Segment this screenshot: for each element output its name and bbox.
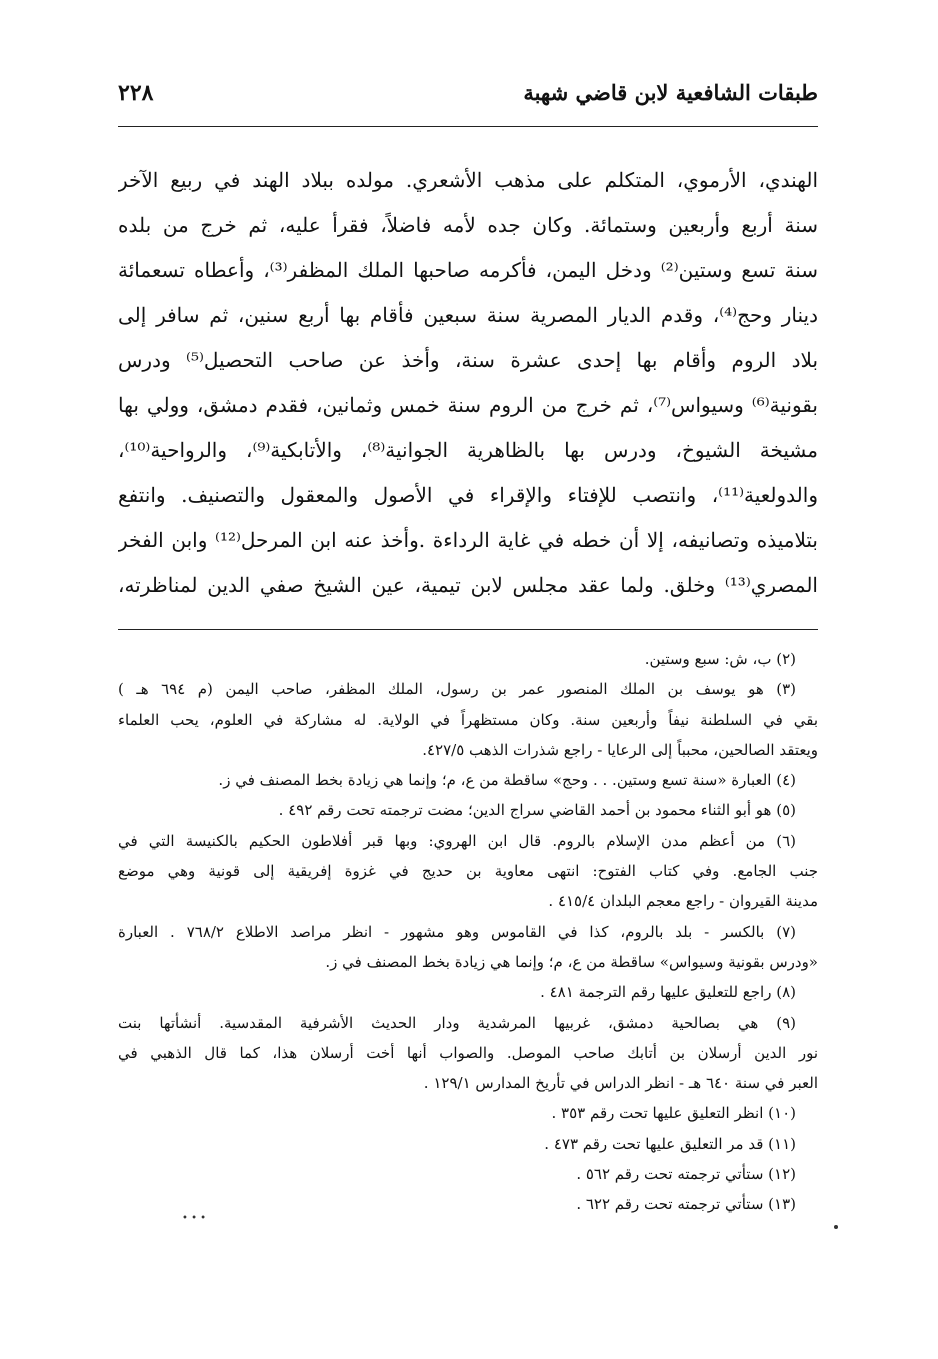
- text-line: سنة تسع وستين⁽²⁾ ودخل اليمن، فأكرمه صاحبها الملك المظفر⁽³⁾، وأعطاه تسعمائة: [118, 258, 818, 282]
- footnote-line: (٧) بالكسر - بلد بالروم، كذا في القاموس وهو مشهور - انظر مراصد الاطلاع ٧٦٨/٢ . العبارة: [118, 922, 797, 941]
- footnote-line: (٩) هي بصالحية دمشق، غربيها المرشدية ودار الحديث الأشرفية المقدسية. أنشأتها بنت: [118, 1013, 796, 1032]
- text-line: بقونية⁽⁶⁾ وسيواس⁽⁷⁾، ثم خرج من الروم سنة خمس وثمانين، فقدم دمشق، وولي بها: [118, 393, 818, 417]
- footnote-line: (٦) من أعظم مدن الإسلام بالروم. قال ابن الهروي: وبها قبر أفلاطون الحكيم بالكنيسة التي في: [118, 831, 796, 850]
- text-line: والدولعية⁽¹¹⁾، وانتصب للإفتاء والإقراء في الأصول والمعقول والتصنيف. وانتفع: [118, 483, 818, 507]
- text-line: بلاد الروم وأقام بها إحدى عشرة سنة، وأخذ عن صاحب التحصيل⁽⁵⁾ ودرس: [118, 348, 818, 372]
- main-text: [118, 158, 818, 608]
- running-title: طبقات الشافعية لابن قاضي شهبة: [523, 80, 818, 105]
- footnote-divider: [118, 629, 818, 630]
- footnote-line: (٨) راجع للتعليق عليها رقم الترجمة ٤٨١ .: [540, 983, 796, 1002]
- scan-speck: • • •: [182, 1213, 207, 1224]
- text-line: دينار وحج⁽⁴⁾، وقدم الديار المصرية سنة سبعين فأقام بها أربع سنين، ثم سافر إلى: [118, 303, 818, 327]
- footnote-line: (٤) العبارة «سنة تسع وستين. . . وحج» ساقطة من ع، م؛ وإنما هي زيادة بخط المصنف في ز.: [218, 771, 796, 790]
- footnote-line: (٣) هو يوسف بن الملك المنصور عمر بن رسول، الملك المظفر، صاحب اليمن (م ٦٩٤ هـ ): [118, 680, 796, 699]
- page-number: ٢٢٨: [118, 80, 154, 106]
- footnote-line: (١١) قد مر التعليق عليها تحت رقم ٤٧٣ .: [544, 1134, 796, 1153]
- text-line: المصري⁽¹³⁾ وخلق. ولما عقد مجلس لابن تيمية، عين الشيخ صفي الدين لمناظرته،: [118, 573, 818, 597]
- text-line: سنة أربع وأربعين وستمائة. وكان جده لأمه فاضلاً، فقرأ عليه، ثم خرج من بلده: [118, 213, 818, 237]
- footnote-line: ويعتقد الصالحين، محبباً إلى الرعايا - راجع شذرات الذهب ٤٢٧/٥.: [422, 740, 818, 759]
- footnotes: [118, 644, 818, 1220]
- footnote-line: (١٠) انظر التعليق عليها تحت رقم ٣٥٣ .: [551, 1104, 796, 1123]
- footnote-line: «ودرس بقونية وسيواس» ساقطة من ع، م؛ وإنما هي زيادة بخط المصنف في ز.: [325, 952, 818, 971]
- footnote-line: جنب الجامع. وفي كتاب الفتوح: انتهى معاوية بن حديج في غزوة إفريقية إلى قونية وهي موضع: [118, 862, 818, 881]
- footnote-line: (٢) ب، ش: سبع وستين.: [644, 650, 796, 668]
- text-line: بتلاميذه وتصانيفه، إلا أن خطه في غاية الرداءة .وأخذ عنه ابن المرحل⁽¹²⁾ وابن الفخر: [118, 528, 818, 552]
- scan-mark: [834, 1225, 838, 1229]
- header-divider: [118, 126, 818, 127]
- text-line: الهندي، الأرموي، المتكلم على مذهب الأشعري. مولده ببلاد الهند في ربيع الآخر: [118, 168, 818, 192]
- footnote-line: العبر في سنة ٦٤٠ هـ - انظر الدراس في تأريخ المدارس ١٢٩/١ .: [423, 1074, 818, 1093]
- page-header: [118, 78, 818, 118]
- footnote-line: مدينة القيروان - راجع معجم البلدان ٤١٥/٤ .: [548, 892, 818, 911]
- footnote-line: نور الدين أرسلان بن أتابك صاحب الموصل. والصواب أنها أخت أرسلان هذا، كما قال الذهبي في: [118, 1043, 818, 1062]
- footnote-line: (١٢) ستأتي ترجمته تحت رقم ٥٦٢ .: [576, 1165, 796, 1184]
- footnote-line: (٥) هو أبو الثناء محمود بن أحمد القاضي سراج الدين؛ مضت ترجمته تحت رقم ٤٩٢ .: [278, 801, 796, 820]
- footnote-line: بقي في السلطنة نيفاً وأربعين سنة. وكان مستظهراً في الولاية. له مشاركة في العلوم، يحب العلماء: [118, 710, 818, 729]
- footnote-line: (١٣) ستأتي ترجمته تحت رقم ٦٢٢ .: [576, 1195, 796, 1214]
- text-line: مشيخة الشيوخ، ودرس بها بالظاهرية الجوانية⁽⁸⁾، والأتابكية⁽⁹⁾، والرواحية⁽¹⁰⁾،: [118, 438, 818, 462]
